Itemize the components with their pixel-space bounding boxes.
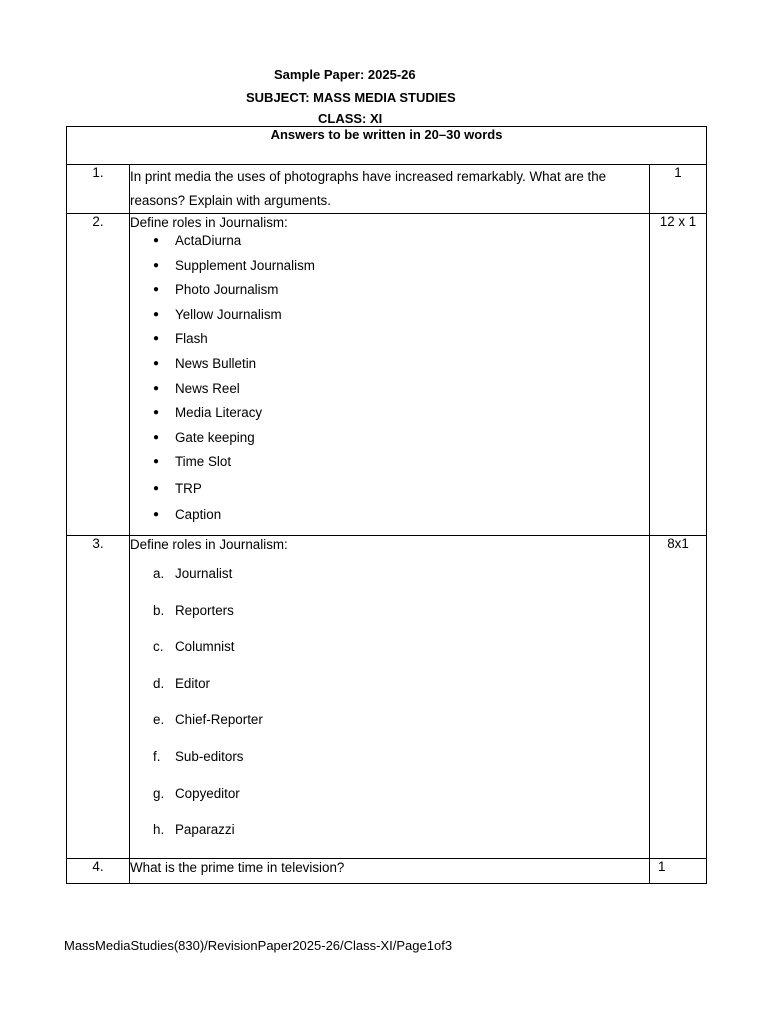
list-marker: f. bbox=[153, 748, 161, 764]
list-item: ● Time Slot bbox=[130, 453, 649, 480]
list-item-text: Chief-Reporter bbox=[175, 712, 263, 728]
subject-title: SUBJECT: MASS MEDIA STUDIES bbox=[246, 90, 456, 105]
question-marks: 12 x 1 bbox=[650, 214, 707, 536]
list-item bbox=[130, 675, 649, 712]
list-marker: d. bbox=[153, 675, 165, 691]
question-text: Define roles in Journalism: bbox=[130, 537, 288, 552]
question-marks: 8x1 bbox=[650, 536, 707, 859]
list-item: ● Photo Journalism bbox=[130, 281, 649, 306]
list-item-text: Editor bbox=[175, 675, 210, 691]
list-item bbox=[130, 638, 649, 675]
question-row-2 bbox=[67, 214, 707, 536]
list-item bbox=[130, 711, 649, 748]
question-cell bbox=[130, 858, 650, 883]
list-marker: e. bbox=[153, 712, 165, 728]
question-text: In print media the uses of photographs have increased remarkably. What are the reasons? Explain with arguments. bbox=[130, 169, 607, 208]
question-text: What is the prime time in television? bbox=[130, 859, 345, 875]
question-number: 3. bbox=[67, 536, 130, 859]
question-number: 1. bbox=[67, 165, 130, 214]
list-item-text: Paparazzi bbox=[175, 822, 235, 838]
list-item: ● TRP bbox=[130, 480, 649, 507]
question-cell bbox=[130, 214, 650, 536]
paper-title: Sample Paper: 2025-26 bbox=[274, 67, 416, 82]
list-item bbox=[130, 565, 649, 602]
question-cell bbox=[130, 536, 650, 859]
question-marks: 1 bbox=[650, 165, 707, 214]
list-item: ● Media Literacy bbox=[130, 404, 649, 429]
list-marker: h. bbox=[153, 822, 165, 838]
class-title: CLASS: XI bbox=[318, 111, 383, 126]
list-item bbox=[130, 602, 649, 639]
list-item: ● Gate keeping bbox=[130, 429, 649, 454]
list-marker: g. bbox=[153, 785, 165, 801]
list-item: ● Supplement Journalism bbox=[130, 257, 649, 282]
list-item: ● Caption bbox=[130, 506, 649, 531]
question-marks: 1 bbox=[650, 858, 707, 883]
list-item-text: Journalist bbox=[175, 566, 233, 581]
question-number: 2. bbox=[67, 214, 130, 536]
bullet-list bbox=[130, 232, 649, 531]
list-item-text: Copyeditor bbox=[175, 785, 240, 801]
question-number: 4. bbox=[67, 858, 130, 883]
list-item bbox=[130, 821, 649, 858]
list-marker: c. bbox=[153, 639, 164, 655]
list-item bbox=[130, 785, 649, 822]
question-row-1 bbox=[67, 165, 707, 214]
list-item: ● News Bulletin bbox=[130, 355, 649, 380]
list-item: ● News Reel bbox=[130, 380, 649, 405]
question-text: Define roles in Journalism: bbox=[130, 215, 288, 230]
question-table bbox=[66, 126, 707, 884]
question-row-3 bbox=[67, 536, 707, 859]
list-marker: b. bbox=[153, 602, 165, 618]
section-title: Answers to be written in 20–30 words bbox=[67, 127, 707, 165]
lettered-list bbox=[130, 565, 649, 858]
list-marker: a. bbox=[153, 566, 165, 581]
list-item-text: Sub-editors bbox=[175, 748, 244, 764]
list-item-text: Reporters bbox=[175, 602, 234, 618]
list-item-text: Columnist bbox=[175, 639, 235, 655]
question-row-4 bbox=[67, 858, 707, 883]
question-cell bbox=[130, 165, 650, 214]
list-item: ● Flash bbox=[130, 330, 649, 355]
list-item bbox=[130, 748, 649, 785]
list-item: ● ActaDiurna bbox=[130, 232, 649, 257]
page-footer: MassMediaStudies(830)/RevisionPaper2025-26/Class-XI/Page1of3 bbox=[64, 938, 453, 953]
list-item: ● Yellow Journalism bbox=[130, 306, 649, 331]
